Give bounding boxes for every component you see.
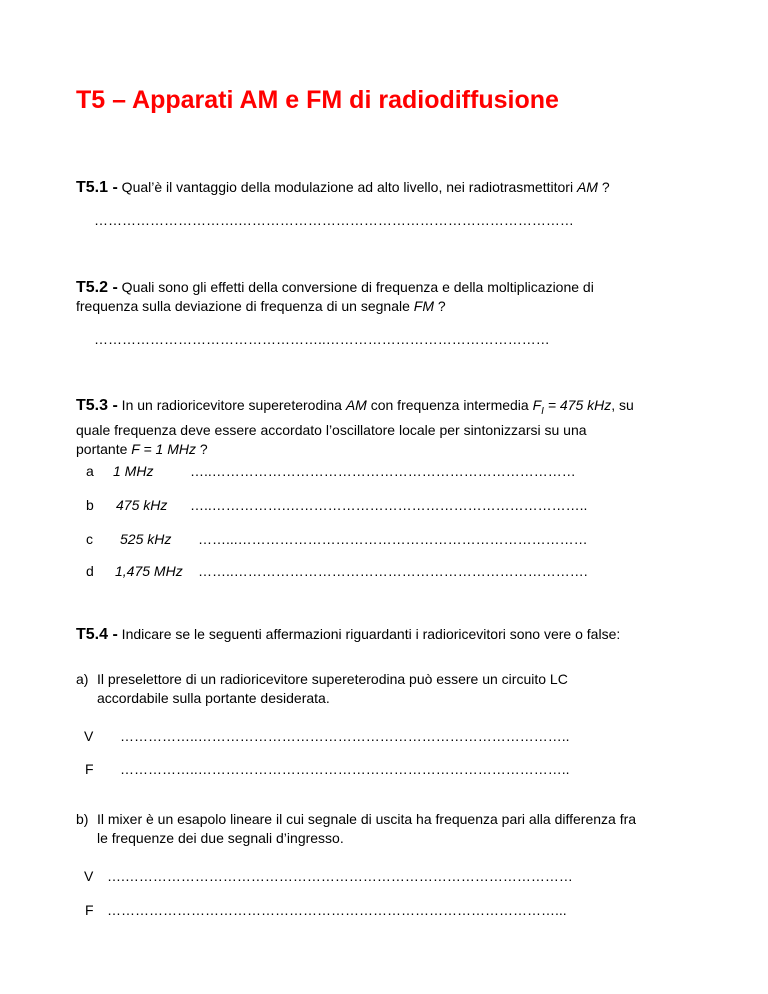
question-number: T5.1 - (76, 179, 118, 196)
question-number: T5.3 - (76, 397, 118, 414)
option-dots-b: …..…………….……………………………………………………….. (190, 497, 588, 513)
statement-line2: le frequenze dei due segnali d’ingresso. (97, 830, 344, 846)
false-option-a[interactable]: F (85, 761, 94, 777)
fi-variable: F (532, 397, 542, 413)
statement-label-b: b) (76, 811, 89, 827)
fi-value: = 475 kHz (543, 397, 612, 413)
question-text: Qual’è il vantaggio della modulazione ad alto livello, nei radiotrasmettitori (117, 179, 577, 195)
option-value-text: 475 kHz (116, 497, 168, 513)
statement-label-a: a) (76, 671, 89, 687)
true-option-a[interactable]: V (84, 728, 94, 744)
question-text-line3: portante (76, 440, 132, 457)
question-emphasis: FM (413, 298, 435, 314)
carrier-value: F = 1 MHz (131, 440, 196, 457)
question-text-end: ? (195, 440, 208, 457)
option-value-d[interactable] (115, 563, 183, 579)
option-dots-c: ……...………………………………………………………………… (198, 531, 588, 547)
question-text-line1c: , su (611, 397, 634, 413)
option-letter-b: b (86, 497, 94, 513)
option-value-b[interactable] (116, 497, 167, 513)
option-letter-d: d (86, 563, 94, 579)
question-text-line1b: con frequenza intermedia (366, 397, 533, 413)
question-text-end: ? (434, 298, 446, 314)
option-dots-a: …..…………………………………………………………………… (190, 463, 576, 479)
question-t5-1 (76, 178, 610, 197)
question-text-line1: In un radioricevitore supereterodina (117, 397, 346, 413)
question-text-line1: Quali sono gli effetti della conversione di frequenza e della moltiplicazione di (117, 279, 594, 295)
statement-line1: Il mixer è un esapolo lineare il cui segnale di uscita ha frequenza pari alla differenza fra (97, 811, 637, 827)
true-dots-a: ……………..…………………………………………………………………….. (120, 728, 570, 744)
question-text-line2: quale frequenza deve essere accordato l’oscillatore locale per sintonizzarsi su una (76, 421, 587, 438)
option-dots-d: ……..…………………………………………………………………. (198, 563, 588, 579)
option-value-text: 1,475 MHz (115, 563, 183, 579)
true-dots-b: ….…………………………………………………………………………………… (107, 868, 573, 884)
true-option-b[interactable]: V (84, 868, 94, 884)
question-t5-3 (76, 396, 634, 459)
question-number: T5.4 - (76, 626, 118, 643)
false-option-b[interactable]: F (85, 902, 94, 918)
question-text-end: ? (597, 179, 610, 195)
option-value-text: 1 MHz (113, 463, 154, 479)
option-letter-c: c (86, 531, 93, 547)
fi-subscript: I (541, 405, 544, 417)
statement-line1: Il preselettore di un radioricevitore supereterodina può essere un circuito LC (97, 671, 568, 687)
option-value-a[interactable] (113, 463, 153, 479)
false-dots-b: ……………………………………………………………………………………... (107, 902, 567, 918)
option-letter-a: a (86, 463, 94, 479)
question-t5-4 (76, 625, 620, 644)
question-emphasis: AM (576, 179, 598, 195)
statement-a (97, 670, 568, 708)
answer-line-t5-1[interactable]: ………………………….……………………………………………………………… (94, 212, 574, 228)
option-value-text: 525 kHz (120, 531, 172, 547)
statement-b (97, 810, 636, 848)
question-text-line2: frequenza sulla deviazione di frequenza di un segnale (76, 298, 414, 314)
false-dots-a: ……………..…………………………………………………………………….. (120, 761, 570, 777)
answer-line-t5-2[interactable]: …………………………………………..………………………………………… (94, 331, 550, 347)
option-value-c[interactable] (120, 531, 171, 547)
statement-line2: accordabile sulla portante desiderata. (97, 690, 330, 706)
question-text: Indicare se le seguenti affermazioni riguardanti i radioricevitori sono vere o false: (117, 626, 621, 642)
question-number: T5.2 - (76, 279, 118, 296)
page-title: T5 – Apparati AM e FM di radiodiffusione (76, 86, 559, 114)
question-emphasis-am: AM (345, 397, 367, 413)
question-t5-2 (76, 278, 594, 316)
